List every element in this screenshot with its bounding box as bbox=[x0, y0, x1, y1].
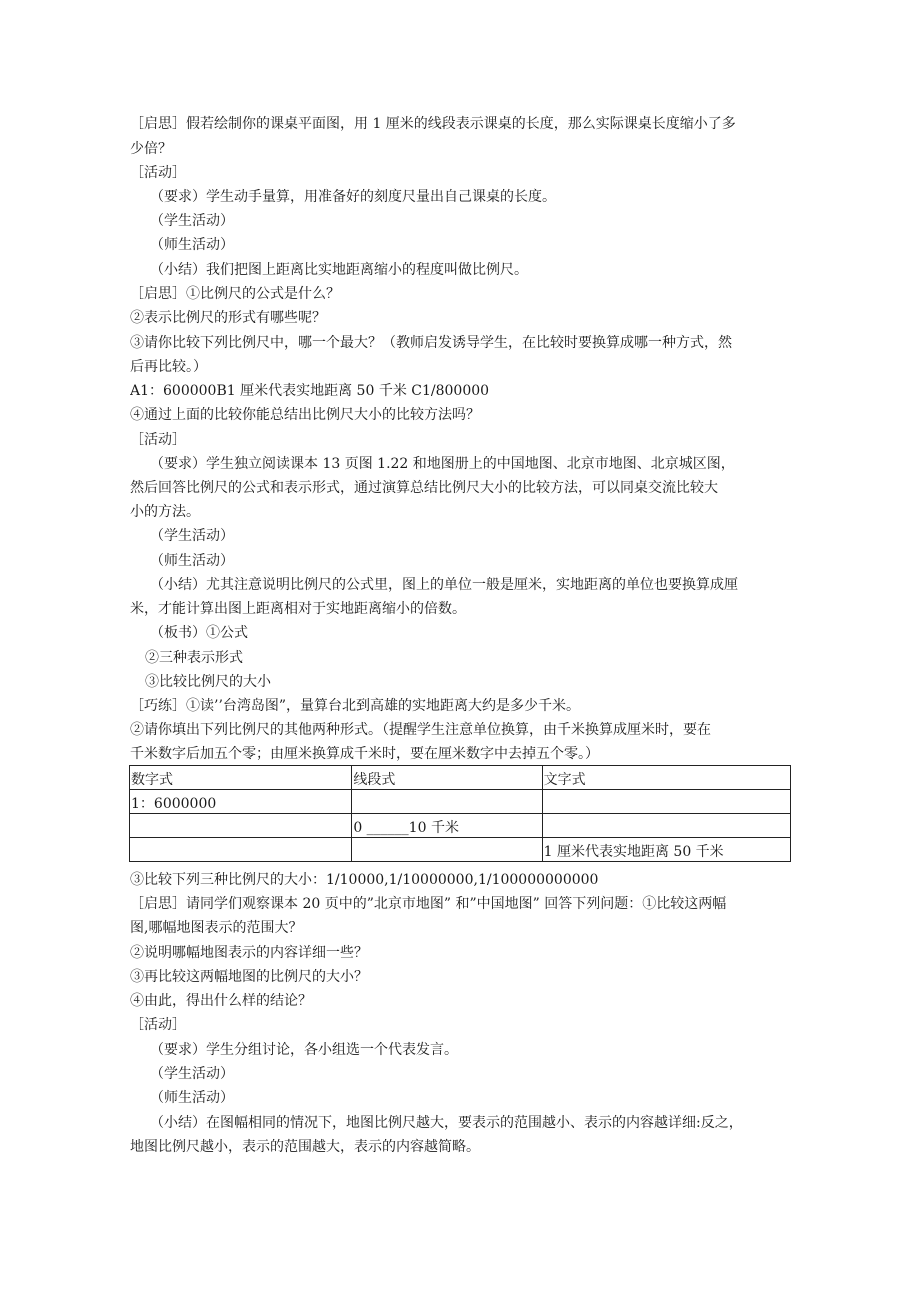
table-cell bbox=[542, 814, 790, 838]
text-line: （师生活动） bbox=[150, 237, 234, 253]
text-line: ④由此，得出什么样的结论？ bbox=[130, 993, 312, 1009]
table-cell bbox=[352, 790, 542, 814]
text-line: 千米数字后加五个零；由厘米换算成千米时，要在厘米数字中去掉五个零。） bbox=[130, 746, 599, 762]
text-line: ②请你填出下列比例尺的其他两种形式。（提醒学生注意单位换算，由千米换算成厘米时，要在 bbox=[130, 722, 711, 738]
text-line: 少倍？ bbox=[130, 141, 172, 157]
text-line: （学生活动） bbox=[150, 528, 234, 544]
text-line: （师生活动） bbox=[150, 1090, 234, 1106]
text-line: （师生活动） bbox=[150, 553, 234, 569]
text-line: ③请你比较下列比例尺中，哪一个最大？（教师启发诱导学生，在比较时要换算成哪一种方式，然 bbox=[130, 335, 732, 351]
table-header-row bbox=[130, 766, 791, 790]
text-line: 地图比例尺越小，表示的范围越大，表示的内容越简略。 bbox=[130, 1139, 480, 1155]
text-line: ②三种表示形式 bbox=[145, 650, 243, 666]
text-line: （板书）①公式 bbox=[150, 625, 248, 641]
text-line: ③比较比例尺的大小 bbox=[145, 674, 271, 690]
text-line: ③比较下列三种比例尺的大小：1/10000,1/10000000,1/100000000000 bbox=[130, 872, 599, 888]
text-line: ［活动］ bbox=[130, 432, 186, 448]
text-line: ④通过上面的比较你能总结出比例尺大小的比较方法吗？ bbox=[130, 407, 480, 423]
text-line: ［活动］ bbox=[130, 165, 186, 181]
text-line: ②说明哪幅地图表示的内容详细一些？ bbox=[130, 945, 368, 961]
text-line: ③再比较这两幅地图的比例尺的大小？ bbox=[130, 969, 368, 985]
text-line: 小的方法。 bbox=[130, 504, 200, 520]
header-numeric-form: 数字式 bbox=[130, 766, 352, 790]
text-line: （小结）我们把图上距离比实地距离缩小的程度叫做比例尺。 bbox=[150, 262, 528, 278]
table-cell bbox=[130, 838, 352, 862]
table-cell bbox=[542, 790, 790, 814]
text-line: 然后回答比例尺的公式和表示形式，通过演算总结比例尺大小的比较方法，可以同桌交流比较大 bbox=[130, 480, 718, 496]
text-line: 米，才能计算出图上距离相对于实地距离缩小的倍数。 bbox=[130, 601, 466, 617]
table-row bbox=[130, 838, 791, 862]
text-line: A1：600000B1 厘米代表实地距离 50 千米 C1/800000 bbox=[130, 383, 490, 399]
table-cell: 1 厘米代表实地距离 50 千米 bbox=[542, 838, 790, 862]
text-line: （学生活动） bbox=[150, 1066, 234, 1082]
text-line: 图,哪幅地图表示的范围大？ bbox=[130, 920, 303, 936]
text-line: ［启思］请同学们观察课本 20 页中的”北京市地图” 和”中国地图” 回答下列问题：①比较这两幅 bbox=[130, 896, 727, 912]
table-cell bbox=[352, 838, 542, 862]
text-line: （小结）尤其注意说明比例尺的公式里，图上的单位一般是厘米，实地距离的单位也要换算成厘 bbox=[150, 577, 738, 593]
text-line: （要求）学生动手量算，用准备好的刻度尺量出自己课桌的长度。 bbox=[150, 189, 556, 205]
text-line: ［启思］假若绘制你的课桌平面图，用 1 厘米的线段表示课桌的长度，那么实际课桌长度缩小了多 bbox=[130, 116, 736, 132]
text-line: （要求）学生分组讨论，各小组选一个代表发言。 bbox=[150, 1042, 458, 1058]
header-text-form: 文字式 bbox=[542, 766, 790, 790]
header-line-form: 线段式 bbox=[352, 766, 542, 790]
table-row bbox=[130, 814, 791, 838]
text-line: （学生活动） bbox=[150, 213, 234, 229]
text-line: ②表示比例尺的形式有哪些呢？ bbox=[130, 310, 326, 326]
scale-forms-table bbox=[129, 765, 791, 862]
text-line: 后再比较。） bbox=[130, 359, 207, 375]
text-line: ［活动］ bbox=[130, 1017, 186, 1033]
text-line: （小结）在图幅相同的情况下，地图比例尺越大，要表示的范围越小、表示的内容越详细:反之， bbox=[150, 1115, 743, 1131]
table-row bbox=[130, 790, 791, 814]
table-cell: 0 ______10 千米 bbox=[352, 814, 542, 838]
text-line: ［巧练］①读’’台湾岛图”，量算台北到高雄的实地距离大约是多少千米。 bbox=[130, 698, 581, 714]
table-cell: 1：6000000 bbox=[130, 790, 352, 814]
text-line: （要求）学生独立阅读课本 13 页图 1.22 和地图册上的中国地图、北京市地图、北京城区图， bbox=[150, 456, 735, 472]
text-line: ［启思］①比例尺的公式是什么？ bbox=[130, 286, 340, 302]
table-cell bbox=[130, 814, 352, 838]
